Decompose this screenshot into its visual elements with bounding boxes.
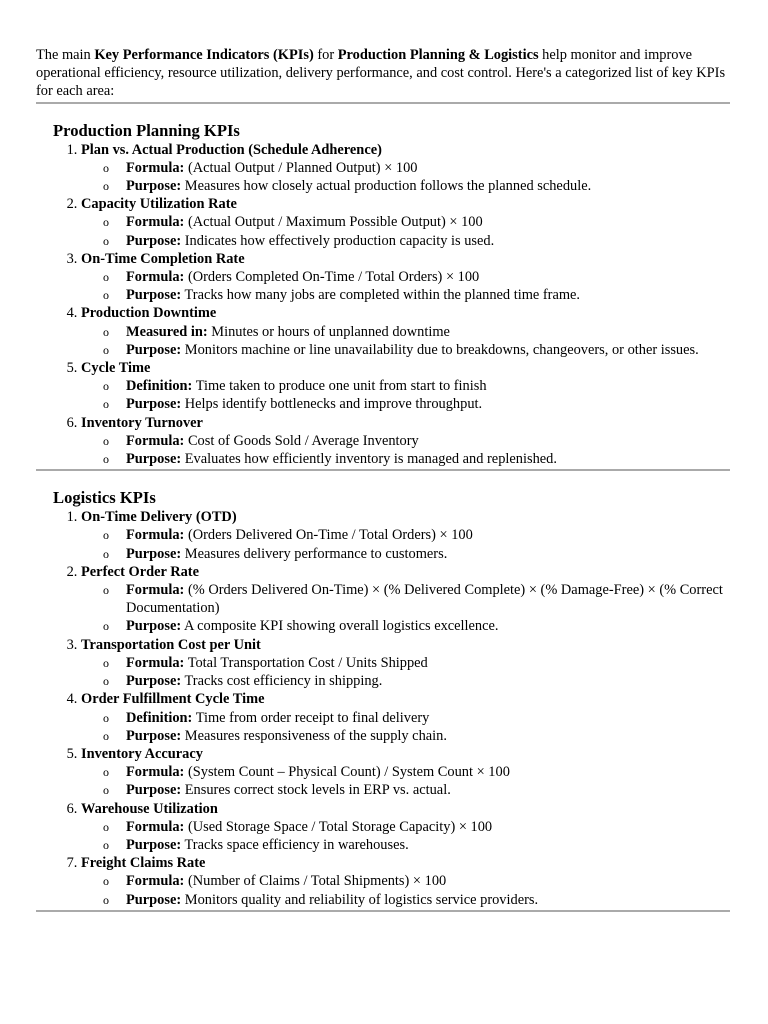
detail-item <box>103 177 730 195</box>
detail-text: Measures how closely actual production follows the planned schedule. <box>181 178 592 195</box>
bullet-marker: o <box>103 215 109 230</box>
detail-text: (Actual Output / Planned Output) × 100 <box>184 159 418 176</box>
kpi-name: Inventory Turnover <box>81 414 203 431</box>
detail-label: Formula: <box>126 159 185 176</box>
kpi-details <box>81 323 730 359</box>
kpi-item <box>81 745 730 800</box>
detail-item <box>103 818 730 836</box>
kpi-item <box>81 690 730 745</box>
kpi-name: Cycle Time <box>81 360 151 377</box>
detail-text: Monitors quality and reliability of logistics service providers. <box>181 891 539 908</box>
kpi-item <box>81 195 730 250</box>
detail-label: Formula: <box>126 873 185 890</box>
detail-item <box>103 836 730 854</box>
detail-label: Purpose: <box>126 341 182 358</box>
kpi-item <box>81 563 730 636</box>
kpi-item <box>81 800 730 855</box>
kpi-name: Order Fulfillment Cycle Time <box>81 691 265 708</box>
detail-label: Definition: <box>126 709 193 726</box>
bullet-marker: o <box>103 892 109 907</box>
detail-text: (Orders Delivered On-Time / Total Orders) × 100 <box>184 527 473 544</box>
kpi-details <box>81 654 730 690</box>
detail-text: Time from order receipt to final delivery <box>192 709 430 726</box>
detail-label: Purpose: <box>126 782 182 799</box>
bullet-marker: o <box>103 783 109 798</box>
detail-label: Purpose: <box>126 618 182 635</box>
kpi-details <box>81 268 730 304</box>
detail-label: Measured in: <box>126 323 208 340</box>
detail-text: Monitors machine or line unavailability due to breakdowns, changeovers, or other issues. <box>181 341 699 358</box>
detail-label: Purpose: <box>126 673 182 690</box>
intro-paragraph <box>36 46 730 101</box>
section-heading: Production Planning KPIs <box>53 120 240 140</box>
detail-item <box>103 617 730 635</box>
bullet-marker: o <box>103 179 109 194</box>
detail-text: Evaluates how efficiently inventory is managed and replenished. <box>181 451 557 468</box>
detail-text: Tracks cost efficiency in shipping. <box>181 673 383 690</box>
detail-text: Indicates how effectively production capacity is used. <box>181 232 495 249</box>
detail-label: Purpose: <box>126 178 182 195</box>
detail-text: Measures responsiveness of the supply chain. <box>181 727 447 744</box>
intro-text-1: The main <box>36 47 95 63</box>
kpi-details <box>81 818 730 854</box>
kpi-name: Perfect Order Rate <box>81 563 199 580</box>
detail-text: Ensures correct stock levels in ERP vs. actual. <box>181 782 451 799</box>
detail-text: Helps identify bottlenecks and improve throughput. <box>181 396 483 413</box>
bullet-marker: o <box>103 288 109 303</box>
detail-item <box>103 763 730 781</box>
kpi-name: Warehouse Utilization <box>81 800 218 817</box>
detail-label: Formula: <box>126 764 185 781</box>
detail-label: Purpose: <box>126 232 182 249</box>
bullet-marker: o <box>103 874 109 889</box>
detail-item <box>103 377 730 395</box>
bullet-marker: o <box>103 433 109 448</box>
kpi-details <box>81 526 730 562</box>
intro-bold-kpis: Key Performance Indicators (KPIs) <box>94 47 314 63</box>
detail-text: Cost of Goods Sold / Average Inventory <box>184 432 419 449</box>
section-production-planning <box>36 121 730 469</box>
detail-text: (Actual Output / Maximum Possible Output) × 100 <box>184 214 483 231</box>
detail-item <box>103 581 730 617</box>
horizontal-rule <box>36 102 730 104</box>
intro-bold-area: Production Planning & Logistics <box>337 47 539 63</box>
kpi-item <box>81 250 730 305</box>
kpi-name: Production Downtime <box>81 305 217 322</box>
detail-text: (Orders Completed On-Time / Total Orders) × 100 <box>184 269 480 286</box>
detail-item <box>103 286 730 304</box>
kpi-name: Capacity Utilization Rate <box>81 196 237 213</box>
section-logistics <box>36 488 730 908</box>
detail-text: (Used Storage Space / Total Storage Capacity) × 100 <box>184 818 493 835</box>
kpi-name: Plan vs. Actual Production (Schedule Adherence) <box>81 141 382 158</box>
detail-item <box>103 159 730 177</box>
intro-text-3: help monitor and improve operational efficiency, resource utilization, delivery performance, and cost control. Here's a categorized list of key KPIs for each area: <box>36 47 726 100</box>
detail-text: Time taken to produce one unit from start to finish <box>192 378 487 395</box>
horizontal-rule <box>36 469 730 471</box>
detail-item <box>103 654 730 672</box>
detail-label: Formula: <box>126 269 185 286</box>
detail-item <box>103 545 730 563</box>
kpi-details <box>81 432 730 468</box>
bullet-marker: o <box>103 546 109 561</box>
detail-text: (System Count – Physical Count) / System Count × 100 <box>184 764 510 781</box>
bullet-marker: o <box>103 655 109 670</box>
kpi-name: Inventory Accuracy <box>81 745 203 762</box>
kpi-item <box>81 636 730 691</box>
detail-text: Tracks space efficiency in warehouses. <box>181 836 409 853</box>
kpi-details <box>81 872 730 908</box>
kpi-name: On-Time Delivery (OTD) <box>81 509 237 526</box>
kpi-details <box>81 763 730 799</box>
detail-label: Definition: <box>126 378 193 395</box>
detail-item <box>103 672 730 690</box>
detail-label: Formula: <box>126 818 185 835</box>
kpi-details <box>81 709 730 745</box>
detail-label: Purpose: <box>126 836 182 853</box>
kpi-list <box>36 141 730 469</box>
kpi-name: On-Time Completion Rate <box>81 250 245 267</box>
kpi-details <box>81 377 730 413</box>
detail-text: Minutes or hours of unplanned downtime <box>207 323 450 340</box>
kpi-item <box>81 359 730 414</box>
kpi-details <box>81 159 730 195</box>
bullet-marker: o <box>103 324 109 339</box>
bullet-marker: o <box>103 583 109 598</box>
detail-text: (Number of Claims / Total Shipments) × 100 <box>184 873 447 890</box>
bullet-marker: o <box>103 728 109 743</box>
detail-item <box>103 872 730 890</box>
detail-label: Purpose: <box>126 451 182 468</box>
horizontal-rule <box>36 910 730 912</box>
kpi-item <box>81 141 730 196</box>
bullet-marker: o <box>103 160 109 175</box>
detail-text: Tracks how many jobs are completed within the planned time frame. <box>181 287 581 304</box>
detail-text: (% Orders Delivered On-Time) × (% Delivered Complete) × (% Damage-Free) × (% Correct Documentation) <box>126 582 723 617</box>
detail-item <box>103 450 730 468</box>
detail-item <box>103 213 730 231</box>
detail-item <box>103 341 730 359</box>
detail-label: Purpose: <box>126 287 182 304</box>
detail-label: Purpose: <box>126 891 182 908</box>
detail-label: Purpose: <box>126 545 182 562</box>
bullet-marker: o <box>103 233 109 248</box>
detail-item <box>103 432 730 450</box>
bullet-marker: o <box>103 710 109 725</box>
detail-label: Formula: <box>126 654 185 671</box>
detail-item <box>103 891 730 909</box>
detail-item <box>103 232 730 250</box>
kpi-details <box>81 213 730 249</box>
kpi-name: Transportation Cost per Unit <box>81 636 261 653</box>
detail-item <box>103 727 730 745</box>
detail-item <box>103 323 730 341</box>
bullet-marker: o <box>103 765 109 780</box>
detail-item <box>103 268 730 286</box>
kpi-list <box>36 508 730 908</box>
bullet-marker: o <box>103 528 109 543</box>
kpi-item <box>81 508 730 563</box>
detail-label: Formula: <box>126 214 185 231</box>
detail-label: Formula: <box>126 527 185 544</box>
document-page <box>36 46 730 912</box>
kpi-item <box>81 304 730 359</box>
detail-label: Purpose: <box>126 727 182 744</box>
kpi-name: Freight Claims Rate <box>81 855 206 872</box>
bullet-marker: o <box>103 619 109 634</box>
detail-item <box>103 781 730 799</box>
kpi-item <box>81 414 730 469</box>
detail-item <box>103 395 730 413</box>
detail-text: A composite KPI showing overall logistics excellence. <box>181 618 499 635</box>
bullet-marker: o <box>103 379 109 394</box>
bullet-marker: o <box>103 837 109 852</box>
bullet-marker: o <box>103 452 109 467</box>
detail-item <box>103 709 730 727</box>
detail-label: Formula: <box>126 432 185 449</box>
bullet-marker: o <box>103 397 109 412</box>
bullet-marker: o <box>103 674 109 689</box>
detail-item <box>103 526 730 544</box>
detail-label: Purpose: <box>126 396 182 413</box>
section-heading: Logistics KPIs <box>53 488 156 508</box>
intro-text-2: for <box>313 47 338 63</box>
detail-text: Total Transportation Cost / Units Shipped <box>184 654 428 671</box>
bullet-marker: o <box>103 819 109 834</box>
bullet-marker: o <box>103 270 109 285</box>
bullet-marker: o <box>103 342 109 357</box>
detail-label: Formula: <box>126 582 185 599</box>
kpi-item <box>81 854 730 909</box>
detail-text: Measures delivery performance to customers. <box>181 545 448 562</box>
kpi-details <box>81 581 730 636</box>
